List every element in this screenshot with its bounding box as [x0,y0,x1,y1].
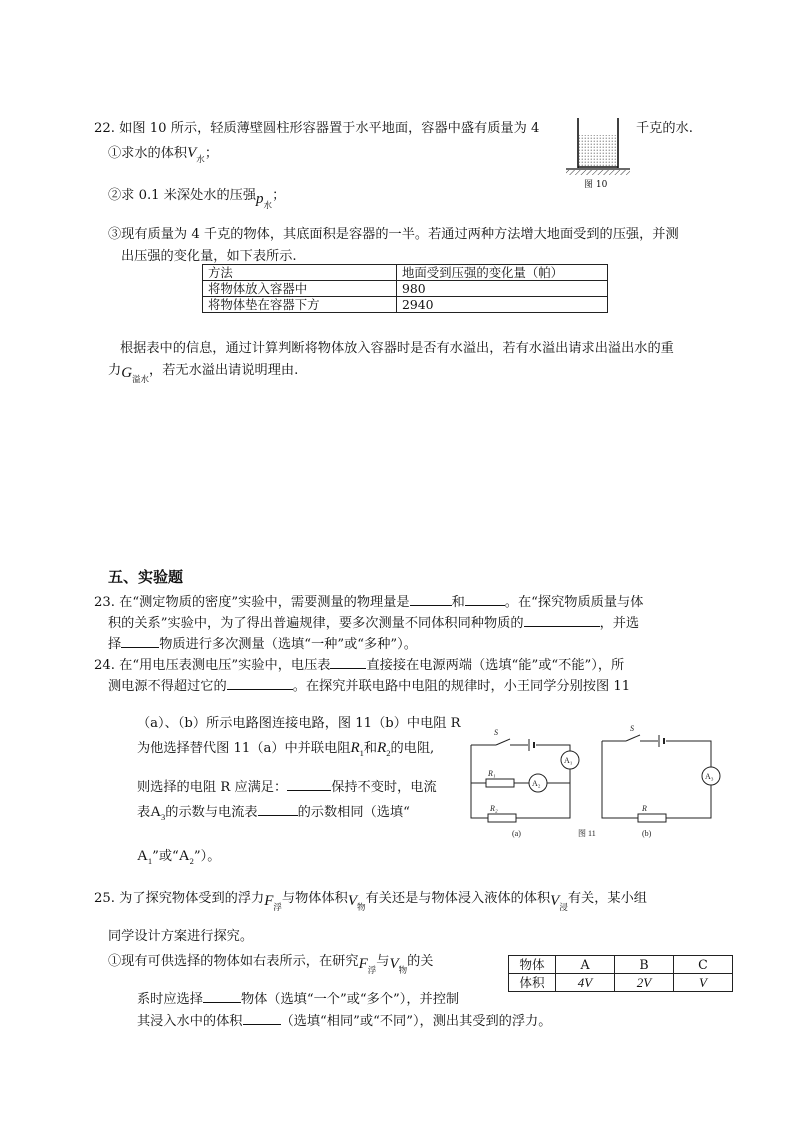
q25-text: 与 [376,954,390,969]
q25-text: 有关，某小组 [567,891,647,906]
sub-obj: 物 [357,902,366,912]
label-a1: A₁ [564,756,573,765]
label-a2: A₂ [532,779,541,788]
q25-text: ①现有可供选择的物体如右表所示，在研究 [108,954,359,969]
q23-text: 择 [108,637,122,652]
label-r2: R₂ [490,804,498,813]
table-header-cell: 地面受到压强的变化量（帕） [397,265,608,281]
var-f-float [264,893,282,912]
table-cell: 4V [556,974,615,992]
table-cell: 2940 [397,297,608,313]
q22-table [202,264,608,313]
sub-overflow: 溢水 [132,374,150,384]
label-s-b: S [630,724,634,733]
sub-2: 2 [386,748,391,758]
q22-part1 [108,145,218,162]
var-a1 [137,848,152,864]
var-r2 [377,740,390,756]
q23-text: 23. 在“测定物质的密度”实验中，需要测量的物理量是 [94,595,410,610]
var-a2 [179,848,194,864]
q22-part3-line1: ③现有质量为 4 千克的物体，其底面积是容器的一半。若通过两种方法增大地面受到的压强，并测 [108,227,679,242]
sub-water: 水 [196,154,205,164]
q24-line6 [137,803,410,821]
q24-text: 。在探究并联电路中电阻的规律时，小王同学分别按图 11 [292,679,631,694]
q24-line2 [108,677,630,694]
q23-text: 。在“探究物质质量与体 [504,595,644,610]
q25-text: 的关 [407,954,434,969]
q23-text: ，并选 [599,616,640,631]
q22-stem-text: 22. 如图 10 所示，轻质薄壁圆柱形容器置于水平地面，容器中盛有质量为 4 [94,121,540,136]
ground-hatch [566,170,630,175]
resistor-r1 [486,779,514,787]
table-header-cell: 方法 [203,265,397,281]
q24-text: 的示数相同（选填“ [297,805,410,820]
q25-text: 有关还是与物体浸入液体的体积 [365,891,551,906]
resistor-r [638,814,666,822]
sub-obj: 物 [398,965,408,975]
answer-blank[interactable] [121,635,159,648]
circuit-b-outer [602,741,711,818]
q24-text: 表 [137,805,151,820]
figure-10-caption: 图 10 [584,180,608,190]
label-r: R [642,804,647,813]
q24-text: 的电阻, [390,741,435,756]
q23-text: 积的关系”实验中，为了得出普遍规律，要多次测量不同体积同种物质的 [108,616,524,631]
table-cell: 将物体放入容器中 [203,281,397,297]
q22-stem [94,121,539,136]
answer-blank[interactable] [243,1012,281,1025]
q25-table [508,955,733,992]
q22-ask-line1: 根据表中的信息，通过计算判断将物体放入容器时是否有水溢出，若有水溢出请求出溢出水的重 [120,341,674,356]
q23-line1 [94,593,643,610]
q22-ask-a: 力 [108,363,122,378]
label-r1: R₁ [488,769,496,778]
q25-text: 与物体体积 [281,891,348,906]
table-header-cell: C [674,956,733,974]
table-cell: 体积 [509,974,556,992]
q24-text: 则选择的电阻 R 应满足： [137,780,288,795]
var-r: R [350,740,360,756]
circuit-diagrams [466,718,722,850]
var-f-float-2 [358,956,377,975]
q24-text: 为他选择替代图 11（a）中并联电阻 [137,741,351,756]
sub-float: 浮 [367,965,377,975]
answer-blank[interactable] [287,778,331,791]
var-v: V [187,145,197,161]
table-row [203,281,608,297]
q24-line4 [137,740,434,757]
q24-text: 直接接在电源两端（选填“能”或“不能”），所 [366,658,625,673]
table-row [509,974,733,992]
var-g-overflow [121,365,150,384]
q25-text: 其浸入水中的体积 [137,1014,243,1029]
table-header-row [509,956,733,974]
table-header-cell: B [615,956,674,974]
answer-blank[interactable] [227,677,293,690]
var-v-water [187,145,205,164]
table-row [203,297,608,313]
q24-text: 测电源不得超过它的 [108,679,227,694]
q22-ask-b: ，若无水溢出请说明理由. [149,363,299,378]
var-r: R [377,740,387,756]
q24-line3: （a）、（b）所示电路图连接电路，图 11（b）中电阻 R [137,716,461,731]
answer-blank[interactable] [258,803,298,816]
var-g: G [121,365,133,381]
answer-blank[interactable] [410,593,452,606]
var-a: A [150,804,162,820]
answer-blank[interactable] [330,656,366,669]
var-r1 [350,740,363,756]
answer-blank[interactable] [524,614,600,627]
label-a3: A₃ [705,772,714,781]
answer-blank[interactable] [203,990,241,1003]
q25-text: 25. 为了探究物体受到的浮力 [94,891,265,906]
sub-water-2: 水 [263,200,273,210]
var-p-water [256,191,273,210]
sub-float: 浮 [273,902,282,912]
q22-ask-line2 [108,362,299,384]
q22-part1-end: ； [204,146,218,161]
sub-1: 1 [359,748,364,758]
var-p: p [256,191,264,207]
var-f: F [264,893,274,909]
sub-2: 2 [189,856,194,866]
var-a: A [137,848,148,864]
q24-text: 的示数与电流表 [165,805,258,820]
q24-text: ”）。 [193,849,221,864]
label-s: S [494,728,498,737]
q23-text: 物质进行多次测量（选填“一种”或“多种”）。 [159,637,417,652]
water [579,135,617,167]
q25-line5 [137,1012,551,1029]
q25-line4 [137,990,459,1007]
sub-sink: 浸 [559,902,568,912]
table-header-cell: 物体 [509,956,556,974]
var-v-obj [347,893,366,912]
table-header-cell: A [556,956,615,974]
table-cell: 将物体垫在容器下方 [203,297,397,313]
q22-stem-end: 千克的水. [636,121,693,136]
q24-text: ”或“ [152,849,179,864]
q25-text: （选填“相同”或“不同”），测出其受到的浮力。 [280,1014,552,1029]
var-f: F [358,956,368,972]
q24-text: 和 [363,741,378,756]
resistor-r2 [488,814,516,822]
q22-part1-text: ①求水的体积 [108,146,188,161]
table-header-row [203,265,608,281]
section-heading: 五、实验题 [108,568,184,586]
var-v: V [389,956,399,972]
q24-line7 [137,848,220,865]
q25-line3 [108,953,434,975]
table-cell: 980 [397,281,608,297]
q22-part3-line2: 出压强的变化量，如下表所示. [121,249,297,264]
q23-line2 [108,614,639,631]
var-v-obj-2 [389,956,408,975]
caption-fig11: 图 11 [578,829,596,838]
q25-line1 [94,890,647,912]
var-a: A [178,848,190,864]
sub-3: 3 [161,812,166,822]
q24-text: 24. 在“用电压表测电压”实验中，电压表 [94,658,331,673]
sub-1: 1 [147,856,153,866]
q22-part2-end: ； [272,188,286,203]
q24-text: 保持不变时，电流 [331,780,437,795]
figure-10-container [566,116,630,196]
q22-part2-text: ②求 0.1 米深处水的压强 [108,188,257,203]
var-v-sink [550,893,568,912]
q24-line5 [137,778,437,795]
var-a3 [150,804,165,820]
q25-text: 系时应选择 [137,992,203,1007]
q22-part2 [108,187,286,210]
var-v: V [550,893,560,909]
var-v: V [347,893,358,909]
q25-text: 物体（选填“一个”或“多个”），并控制 [240,992,460,1007]
table-cell: 2V [615,974,674,992]
q25-line2: 同学设计方案进行探究。 [108,929,254,944]
caption-a: (a) [512,829,521,838]
q24-line1 [94,656,624,673]
caption-b: (b) [642,829,652,838]
answer-blank[interactable] [465,593,505,606]
table-cell: V [674,974,733,992]
q23-text: 和 [451,595,465,610]
figure-11 [466,718,722,850]
q23-line3 [108,635,417,652]
